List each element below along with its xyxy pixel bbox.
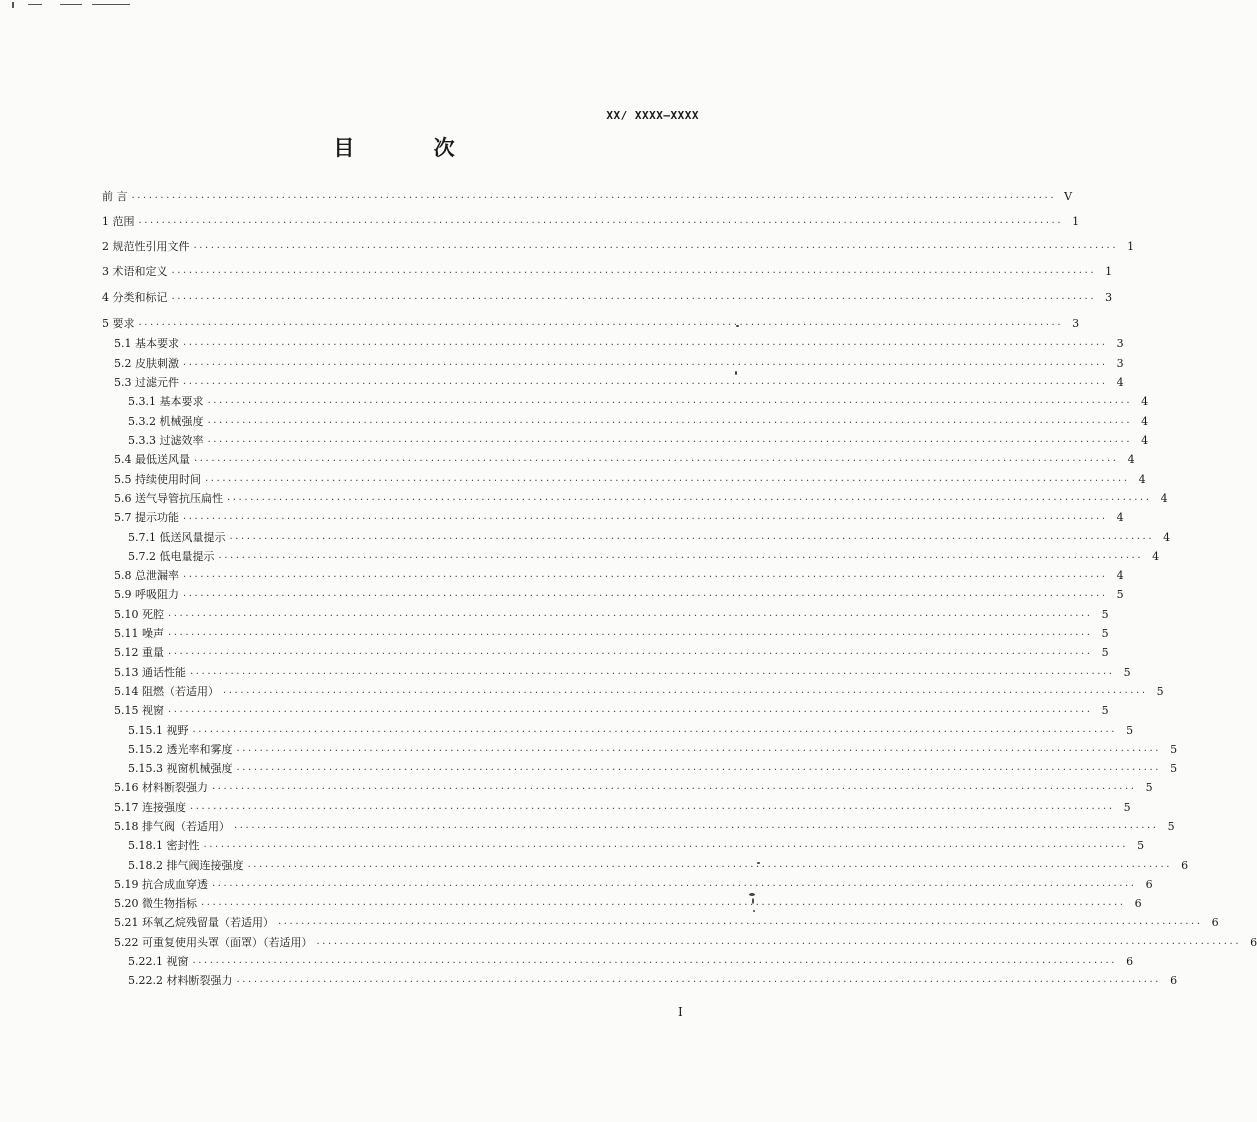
toc-entry[interactable] <box>102 288 1113 304</box>
toc-dot-leader: ................................................................................................................................................................ <box>247 859 1173 870</box>
toc-entry-page: 1 <box>1127 240 1135 253</box>
toc-entry-page: 3 <box>1116 337 1124 350</box>
toc-entry[interactable] <box>128 392 1149 408</box>
toc-entry-page: 5 <box>1116 588 1124 601</box>
scan-speck <box>753 910 755 912</box>
toc-entry-label: 5.1 基本要求 <box>114 337 179 350</box>
toc-entry-label: 5.18 排气阀（若适用） <box>114 820 230 833</box>
toc-entry-label: 5.2 皮肤刺激 <box>114 357 179 370</box>
toc-dot-leader: ................................................................................................................................................................ <box>229 531 1155 542</box>
toc-dot-leader: ................................................................................................................................................................ <box>183 337 1108 348</box>
toc-dot-leader: ................................................................................................................................................................ <box>201 897 1126 908</box>
toc-entry-page: 5 <box>1101 646 1109 659</box>
toc-entry-label: 5.11 噪声 <box>114 627 164 640</box>
toc-dot-leader: ................................................................................................................................................................ <box>205 473 1130 484</box>
toc-dot-leader: ................................................................................................................................................................ <box>190 801 1115 812</box>
toc-entry-label: 5.15.3 视窗机械强度 <box>128 762 233 775</box>
toc-entry-label: 4 分类和标记 <box>102 291 168 304</box>
scan-artifact <box>92 4 130 5</box>
toc-entry[interactable] <box>114 778 1153 794</box>
toc-dot-leader: ................................................................................................................................................................ <box>218 550 1144 561</box>
toc-entry-label: 5.18.1 密封性 <box>128 839 200 852</box>
toc-dot-leader: ................................................................................................................................................................ <box>234 820 1159 831</box>
toc-entry-page: 6 <box>1134 897 1142 910</box>
toc-dot-leader: ................................................................................................................................................................ <box>316 936 1242 947</box>
toc-entry-page: 5 <box>1123 666 1131 679</box>
toc-entry[interactable] <box>102 237 1135 253</box>
toc-entry[interactable] <box>128 856 1189 872</box>
toc-entry-page: 3 <box>1116 357 1124 370</box>
toc-entry-label: 2 规范性引用文件 <box>102 240 190 253</box>
toc-entry-label: 5.16 材料断裂强力 <box>114 781 208 794</box>
toc-entry[interactable] <box>114 566 1124 582</box>
toc-dot-leader: ................................................................................................................................................................ <box>212 878 1137 889</box>
toc-dot-leader: ................................................................................................................................................................ <box>168 627 1093 638</box>
toc-entry-page: 6 <box>1145 878 1153 891</box>
toc-entry[interactable] <box>128 952 1134 968</box>
toc-dot-leader: ................................................................................................................................................................ <box>138 317 1064 328</box>
toc-entry-label: 5.3.1 基本要求 <box>128 395 204 408</box>
document-code: XX/ XXXX—XXXX <box>606 109 699 122</box>
toc-dot-leader: ................................................................................................................................................................ <box>131 190 1057 201</box>
toc-entry[interactable] <box>114 624 1109 640</box>
toc-entry-label: 5.3.2 机械强度 <box>128 415 204 428</box>
scan-artifact <box>60 4 82 5</box>
toc-entry-page: 5 <box>1123 801 1131 814</box>
toc-entry-page: 4 <box>1163 531 1171 544</box>
toc-entry[interactable] <box>102 187 1073 203</box>
toc-entry[interactable] <box>114 682 1164 698</box>
toc-entry[interactable] <box>114 470 1146 486</box>
toc-entry-label: 5.22.2 材料断裂强力 <box>128 974 233 987</box>
scan-artifact <box>28 4 42 5</box>
toc-entry-label: 5.15 视窗 <box>114 704 164 717</box>
toc-entry-page: 4 <box>1152 550 1160 563</box>
toc-entry[interactable] <box>114 894 1142 910</box>
toc-entry-label: 5.15.2 透光率和雾度 <box>128 743 233 756</box>
toc-dot-leader: ................................................................................................................................................................ <box>168 704 1093 715</box>
toc-entry[interactable] <box>114 450 1135 466</box>
toc-entry-page: 5 <box>1156 685 1164 698</box>
toc-entry-label: 5.21 环氧乙烷残留量（若适用） <box>114 916 274 929</box>
toc-entry-page: 3 <box>1105 291 1113 304</box>
toc-entry-label: 5.3 过滤元件 <box>114 376 179 389</box>
page-number: I <box>678 1005 683 1019</box>
toc-entry[interactable] <box>114 913 1219 929</box>
toc-entry[interactable] <box>114 354 1124 370</box>
toc-dot-leader: ................................................................................................................................................................ <box>168 646 1093 657</box>
toc-dot-leader: ................................................................................................................................................................ <box>192 724 1118 735</box>
toc-entry-page: 5 <box>1167 820 1175 833</box>
toc-dot-leader: ................................................................................................................................................................ <box>183 569 1108 580</box>
toc-dot-leader: ................................................................................................................................................................ <box>183 588 1108 599</box>
toc-entry[interactable] <box>114 334 1124 350</box>
toc-dot-leader: ................................................................................................................................................................ <box>168 608 1093 619</box>
toc-entry-label: 5.13 通话性能 <box>114 666 186 679</box>
toc-dot-leader: ................................................................................................................................................................ <box>278 916 1203 927</box>
toc-dot-leader: ................................................................................................................................................................ <box>212 781 1137 792</box>
toc-entry-label: 5.7.1 低送风量提示 <box>128 531 226 544</box>
toc-dot-leader: ................................................................................................................................................................ <box>183 376 1108 387</box>
toc-entry[interactable] <box>128 412 1149 428</box>
toc-entry-label: 5 要求 <box>102 317 135 330</box>
toc-entry[interactable] <box>114 508 1124 524</box>
toc-entry-page: 4 <box>1138 473 1146 486</box>
toc-entry[interactable] <box>114 643 1109 659</box>
toc-dot-leader: ................................................................................................................................................................ <box>171 265 1097 276</box>
toc-entry-label: 3 术语和定义 <box>102 265 168 278</box>
toc-entry-page: 5 <box>1101 627 1109 640</box>
toc-entry-label: 5.5 持续使用时间 <box>114 473 201 486</box>
toc-entry-label: 5.6 送气导管抗压扁性 <box>114 492 223 505</box>
toc-entry[interactable] <box>128 528 1171 544</box>
toc-entry[interactable] <box>114 798 1131 814</box>
toc-entry-label: 5.18.2 排气阀连接强度 <box>128 859 244 872</box>
toc-entry-page: 6 <box>1126 955 1134 968</box>
toc-entry[interactable] <box>102 212 1080 228</box>
toc-entry[interactable] <box>128 547 1160 563</box>
toc-entry-page: 6 <box>1250 936 1257 949</box>
toc-entry[interactable] <box>128 759 1178 775</box>
page-title: 目 次 <box>333 135 491 160</box>
toc-dot-leader: ................................................................................................................................................................ <box>236 974 1162 985</box>
toc-entry[interactable] <box>114 373 1124 389</box>
toc-entry-page: 4 <box>1160 492 1168 505</box>
toc-entry-page: 4 <box>1116 569 1124 582</box>
toc-entry[interactable] <box>114 663 1131 679</box>
toc-entry-label: 5.14 阻燃（若适用） <box>114 685 219 698</box>
toc-entry-label: 5.3.3 过滤效率 <box>128 434 204 447</box>
toc-entry-label: 5.15.1 视野 <box>128 724 189 737</box>
toc-entry-page: 5 <box>1145 781 1153 794</box>
toc-entry-label: 5.4 最低送风量 <box>114 453 190 466</box>
toc-entry[interactable] <box>114 933 1257 949</box>
toc-entry[interactable] <box>128 836 1145 852</box>
scan-artifact <box>12 2 14 8</box>
toc-entry-label: 5.7.2 低电量提示 <box>128 550 215 563</box>
toc-entry-label: 5.9 呼吸阻力 <box>114 588 179 601</box>
toc-entry-page: 5 <box>1101 704 1109 717</box>
toc-dot-leader: ................................................................................................................................................................ <box>223 685 1148 696</box>
toc-entry-page: 5 <box>1137 839 1145 852</box>
toc-dot-leader: ................................................................................................................................................................ <box>183 357 1108 368</box>
toc-entry-label: 5.8 总泄漏率 <box>114 569 179 582</box>
toc-entry[interactable] <box>128 971 1178 987</box>
toc-entry[interactable] <box>128 740 1178 756</box>
toc-dot-leader: ................................................................................................................................................................ <box>171 291 1097 302</box>
toc-dot-leader: ................................................................................................................................................................ <box>236 762 1162 773</box>
toc-entry-label: 1 范围 <box>102 215 135 228</box>
toc-dot-leader: ................................................................................................................................................................ <box>194 453 1119 464</box>
toc-entry-page: 5 <box>1170 762 1178 775</box>
toc-entry[interactable] <box>102 314 1080 330</box>
toc-entry[interactable] <box>114 701 1109 717</box>
toc-entry-page: 4 <box>1141 415 1149 428</box>
toc-entry-page: V <box>1064 190 1073 203</box>
toc-entry-label: 5.22.1 视窗 <box>128 955 189 968</box>
toc-entry[interactable] <box>128 431 1149 447</box>
toc-dot-leader: ................................................................................................................................................................ <box>207 434 1133 445</box>
toc-entry-label: 5.19 抗合成血穿透 <box>114 878 208 891</box>
toc-entry[interactable] <box>114 489 1168 505</box>
toc-dot-leader: ................................................................................................................................................................ <box>192 955 1118 966</box>
toc-entry-label: 前 言 <box>102 190 128 203</box>
toc-entry-label: 5.12 重量 <box>114 646 164 659</box>
toc-entry-page: 6 <box>1181 859 1189 872</box>
toc-entry[interactable] <box>114 817 1175 833</box>
toc-entry-page: 4 <box>1127 453 1135 466</box>
toc-dot-leader: ................................................................................................................................................................ <box>203 839 1129 850</box>
toc-entry-label: 5.7 提示功能 <box>114 511 179 524</box>
toc-entry-page: 6 <box>1211 916 1219 929</box>
toc-entry-page: 3 <box>1072 317 1080 330</box>
toc-entry-label: 5.20 微生物指标 <box>114 897 197 910</box>
toc-entry-page: 1 <box>1072 215 1080 228</box>
toc-entry-label: 5.22 可重复使用头罩（面罩）（若适用） <box>114 936 313 949</box>
toc-entry-page: 4 <box>1116 511 1124 524</box>
toc-entry-page: 5 <box>1126 724 1134 737</box>
toc-dot-leader: ................................................................................................................................................................ <box>207 395 1133 406</box>
toc-dot-leader: ................................................................................................................................................................ <box>227 492 1152 503</box>
toc-dot-leader: ................................................................................................................................................................ <box>193 240 1119 251</box>
toc-entry[interactable] <box>128 721 1134 737</box>
toc-entry[interactable] <box>114 585 1124 601</box>
toc-entry[interactable] <box>114 875 1153 891</box>
toc-entry-page: 5 <box>1101 608 1109 621</box>
toc-dot-leader: ................................................................................................................................................................ <box>236 743 1162 754</box>
toc-entry-label: 5.10 死腔 <box>114 608 164 621</box>
toc-dot-leader: ................................................................................................................................................................ <box>138 215 1064 226</box>
toc-dot-leader: ................................................................................................................................................................ <box>183 511 1108 522</box>
toc-entry[interactable] <box>114 605 1109 621</box>
toc-entry-page: 4 <box>1116 376 1124 389</box>
toc-dot-leader: ................................................................................................................................................................ <box>207 415 1133 426</box>
toc-entry-page: 6 <box>1170 974 1178 987</box>
toc-entry[interactable] <box>102 262 1113 278</box>
toc-dot-leader: ................................................................................................................................................................ <box>190 666 1115 677</box>
toc-entry-page: 5 <box>1170 743 1178 756</box>
toc-entry-page: 1 <box>1105 265 1113 278</box>
toc-entry-page: 4 <box>1141 434 1149 447</box>
toc-entry-label: 5.17 连接强度 <box>114 801 186 814</box>
toc-entry-page: 4 <box>1141 395 1149 408</box>
